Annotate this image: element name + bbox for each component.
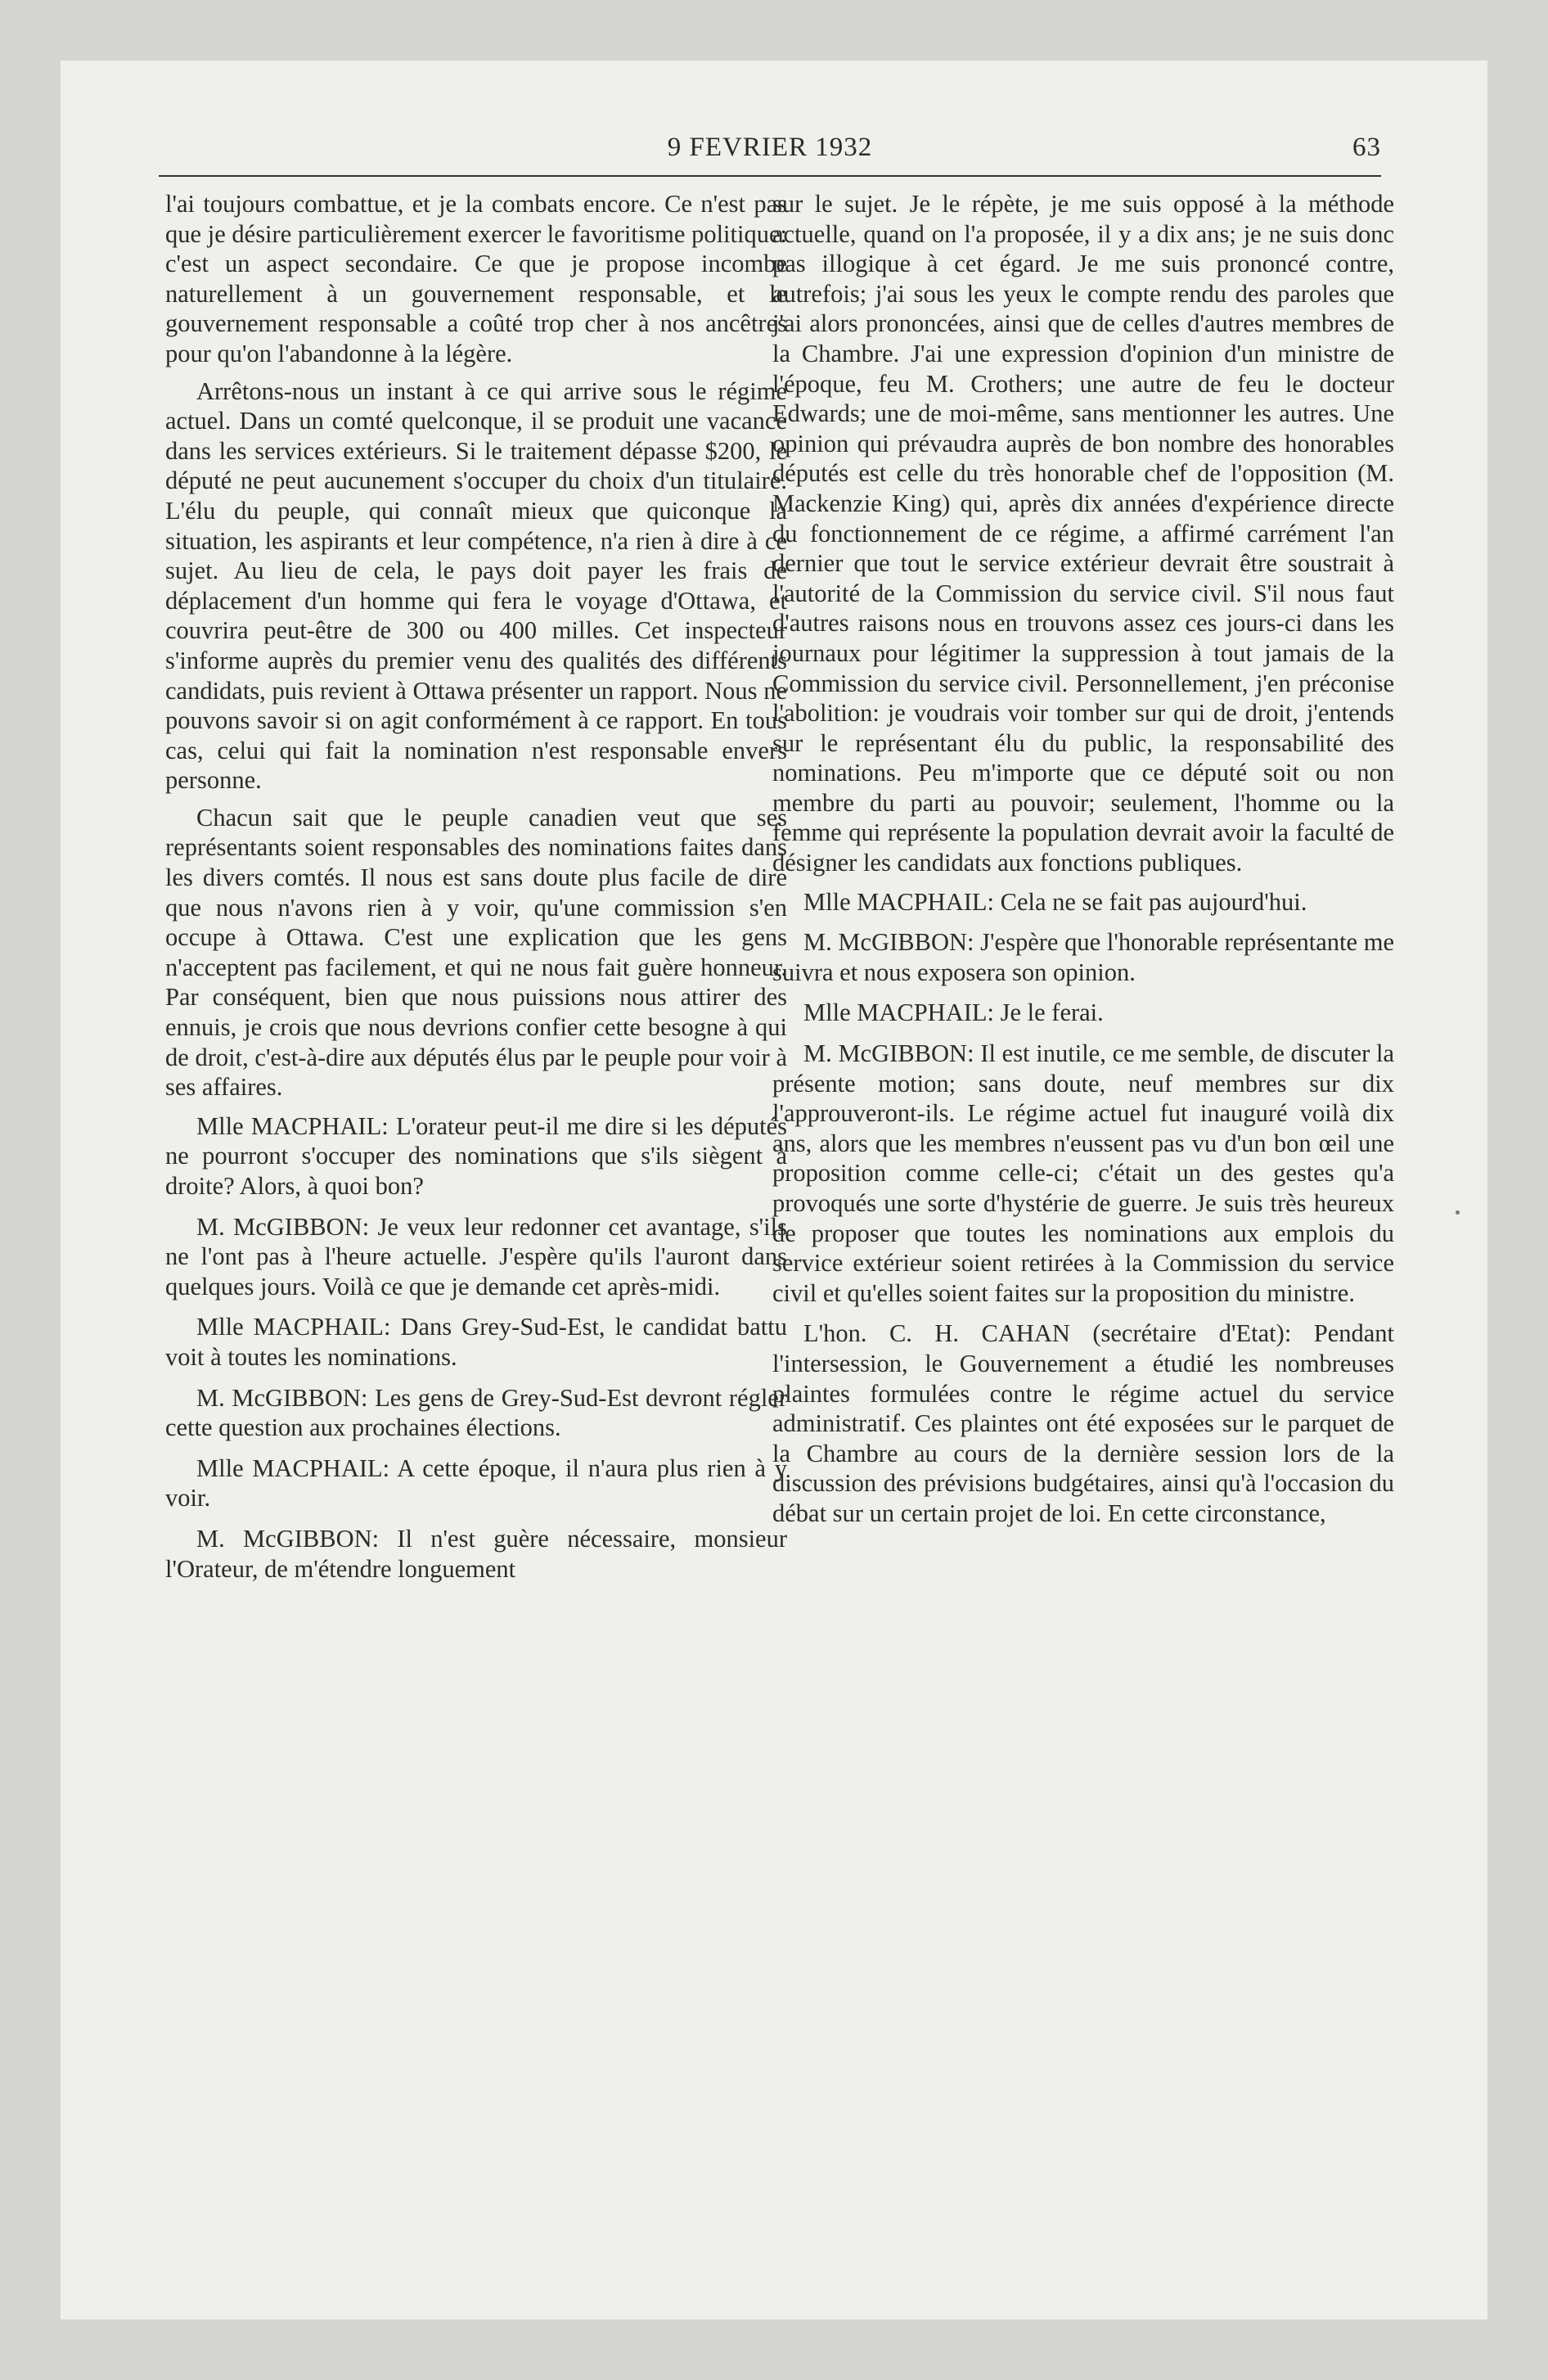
right-column [772,189,1394,1539]
document-page [61,61,1487,2319]
paragraph: l'ai toujours combattue, et je la combats encore. Ce n'est pas que je désire particulièrement exercer le favoritisme politique: c'est un aspect secondaire. Ce que je propose incombe naturellement à un gouvernement responsable, et le gouvernement responsable a coûté trop cher à nos ancêtres pour qu'on l'abandonne à la légère. [165,190,787,367]
paragraph: Chacun sait que le peuple canadien veut que ses représentants soient responsables des nominations faites dans les divers comtés. Il nous est sans doute plus facile de dire que nous n'avons rien à y voir, qu'une commission s'en occupe à Ottawa. C'est une explication que les gens n'acceptent pas facilement, et qui ne nous fait guère honneur. Par conséquent, bien que nous puissions nous attirer des ennuis, je crois que nous devrions confier cette besogne à qui de droit, c'est-à-dire aux députés élus par le peuple pour voir à ses affaires. [165,803,787,1102]
page-header [159,133,1381,177]
speech-paragraph: Mlle MACPHAIL: Je le ferai. [803,998,1104,1027]
left-column [165,189,787,1594]
speech-paragraph: Mlle MACPHAIL: Cela ne se fait pas aujourd'hui. [803,887,1307,916]
header-date: 9 FEVRIER 1932 [667,133,873,162]
speech-paragraph: M. McGIBBON: J'espère que l'honorable représentante me suivra et nous exposera son opinion. [772,928,1394,986]
speech-paragraph: Mlle MACPHAIL: Dans Grey-Sud-Est, le candidat battu voit à toutes les nominations. [165,1313,787,1371]
page-number: 63 [1352,133,1381,162]
speech-paragraph: M. McGIBBON: Il n'est guère nécessaire, monsieur l'Orateur, de m'étendre longuement [165,1524,787,1583]
paragraph: sur le sujet. Je le répète, je me suis opposé à la méthode actuelle, quand on l'a proposée, il y a dix ans; je ne suis donc pas illogique à cet égard. Je me suis prononcé contre, autrefois; j'ai sous les yeux le compte rendu des paroles que j'ai alors prononcées, ainsi que de celles d'autres membres de la Chambre. J'ai une expression d'opinion d'un ministre de l'époque, feu M. Crothers; une autre de feu le docteur Edwards; une de moi-même, sans mentionner les autres. Une opinion qui prévaudra auprès de bon nombre des honorables députés est celle du très honorable chef de l'opposition (M. Mackenzie King) qui, après dix années d'expérience directe du fonctionnement de ce régime, a affirmé carrément l'an dernier que tout le service extérieur devrait être soustrait à l'autorité de la Commission du service civil. S'il nous faut d'autres raisons nous en trouvons assez ces jours-ci dans les journaux pour légitimer la suppression à tout jamais de la Commission du service civil. Personnellement, j'en préconise l'abolition: je voudrais voir tomber sur qui de droit, j'entends sur le représentant élu du public, la responsabilité des nominations. Peu m'importe que ce député soit ou non membre du parti au pouvoir; seulement, l'homme ou la femme qui représente la population devrait avoir la faculté de désigner les candidats aux fonctions publiques. [772,190,1394,877]
margin-mark [1456,1210,1460,1215]
speech-paragraph: L'hon. C. H. CAHAN (secrétaire d'Etat): Pendant l'intersession, le Gouvernement a étudié les nombreuses plaintes formulées contre le régime actuel du service administratif. Ces plaintes ont été exposées sur le parquet de la Chambre au cours de la dernière session lors de la discussion des prévisions budgétaires, ainsi qu'à l'occasion du débat sur un certain projet de loi. En cette circonstance, [772,1319,1394,1527]
speech-paragraph: M. McGIBBON: Il est inutile, ce me semble, de discuter la présente motion; sans doute, neuf membres sur dix l'approuveront-ils. Le régime actuel fut inauguré voilà dix ans, alors que les membres n'eussent pas vu d'un bon œil une proposition comme celle-ci; c'était un des gestes qu'a provoqués une sorte d'hystérie de guerre. Je suis très heureux de proposer que toutes les nominations aux emplois du service extérieur soient retirées à la Commission du service civil et qu'elles soient faites sur la proposition du ministre. [772,1039,1394,1307]
speech-paragraph: M. McGIBBON: Je veux leur redonner cet avantage, s'ils ne l'ont pas à l'heure actuelle. J'espère qu'ils l'auront dans quelques jours. Voilà ce que je demande cet après-midi. [165,1212,787,1300]
paragraph: Arrêtons-nous un instant à ce qui arrive sous le régime actuel. Dans un comté quelconque, il se produit une vacance dans les services extérieurs. Si le traitement dépasse $200, le député ne peut aucunement s'occuper du choix d'un titulaire. L'élu du peuple, qui connaît mieux que quiconque la situation, les aspirants et leur compétence, n'a rien à dire à ce sujet. Au lieu de cela, le pays doit payer les frais de déplacement d'un homme qui fera le voyage d'Ottawa, et couvrira peut-être de 300 ou 400 milles. Cet inspecteur s'informe auprès du premier venu des qualités des différents candidats, puis revient à Ottawa présenter un rapport. Nous ne pouvons savoir si on agit conformément à ce rapport. En tous cas, celui qui fait la nomination n'est responsable envers personne. [165,376,787,795]
speech-paragraph: Mlle MACPHAIL: A cette époque, il n'aura plus rien à y voir. [165,1454,787,1512]
speech-paragraph: Mlle MACPHAIL: L'orateur peut-il me dire si les députés ne pourront s'occuper des nominations que s'ils siègent à droite? Alors, à quoi bon? [165,1111,787,1200]
header-rule [159,175,1381,177]
speech-paragraph: M. McGIBBON: Les gens de Grey-Sud-Est devront régler cette question aux prochaines élections. [165,1383,787,1442]
